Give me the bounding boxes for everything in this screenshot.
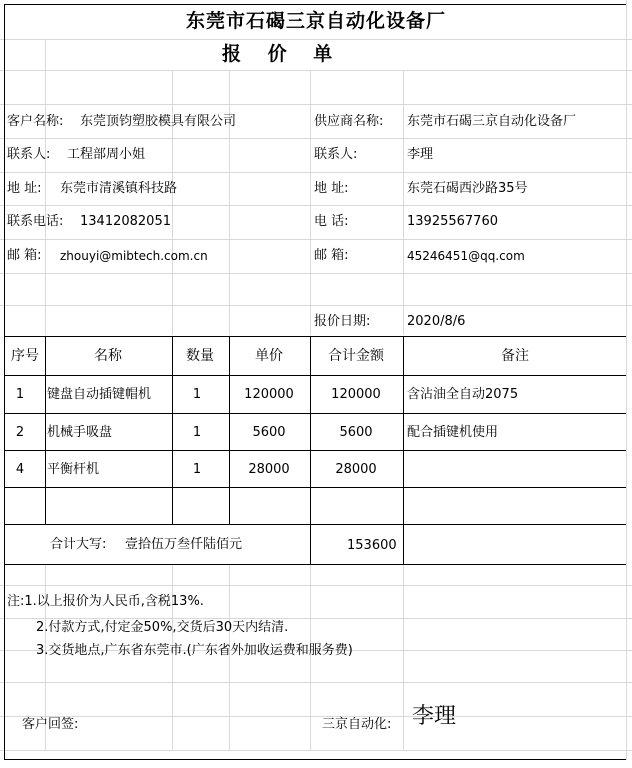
col-header-unit-price: 单价	[255, 348, 283, 364]
customer-name-label: 客户名称:	[7, 114, 64, 129]
grid-line	[172, 70, 173, 335]
quote-date-value: 2020/8/6	[407, 314, 466, 329]
table-border	[229, 336, 230, 525]
table-cell-unit-price: 120000	[244, 387, 294, 402]
grid-line	[626, 0, 627, 760]
grid-line	[0, 138, 632, 139]
grid-line	[310, 70, 311, 335]
table-cell-index: 1	[15, 387, 25, 402]
table-border	[4, 450, 626, 451]
grid-line	[0, 585, 632, 586]
customer-contact-value: 工程部周小姐	[67, 147, 146, 162]
table-cell-amount: 28000	[335, 462, 377, 477]
border-line	[4, 759, 626, 760]
customer-address-value: 东莞市清溪镇科技路	[60, 181, 178, 196]
grid-line	[403, 565, 404, 750]
table-border	[4, 524, 626, 525]
table-border	[310, 336, 311, 565]
quote-date-label: 报价日期:	[314, 314, 371, 329]
table-cell-amount: 120000	[331, 387, 381, 402]
customer-address-label: 地 址:	[7, 181, 42, 196]
table-cell-name: 机械手吸盘	[47, 425, 113, 440]
grid-line	[0, 305, 632, 306]
grid-line	[0, 104, 632, 105]
total-words: 壹拾伍万叁仟陆佰元	[125, 537, 243, 552]
table-border	[403, 336, 404, 565]
supplier-contact-label: 联系人:	[314, 147, 358, 162]
supplier-phone-label: 电 话:	[314, 214, 349, 229]
customer-contact-label: 联系人:	[7, 147, 51, 162]
grid-line	[0, 273, 632, 274]
col-header-name: 名称	[94, 348, 122, 364]
table-cell-amount: 5600	[339, 425, 373, 440]
customer-phone-label: 联系电话:	[7, 214, 64, 229]
grid-line	[0, 70, 632, 71]
grid-line	[229, 70, 230, 335]
col-header-quantity: 数量	[186, 348, 214, 364]
document-subtitle: 报 价 单	[222, 43, 343, 65]
col-header-amount: 合计金额	[328, 348, 384, 364]
supplier-phone-value: 13925567760	[407, 214, 498, 229]
grid-line	[0, 172, 632, 173]
grid-line	[0, 239, 632, 240]
table-border	[4, 413, 626, 414]
table-cell-index: 4	[15, 462, 25, 477]
supplier-email-label: 邮 箱:	[314, 248, 349, 263]
table-cell-name: 键盘自动插键帽机	[47, 387, 152, 402]
table-border	[172, 336, 173, 525]
border-line	[4, 4, 626, 5]
table-cell-quantity: 1	[192, 425, 202, 440]
customer-phone-value: 13412082051	[80, 214, 171, 229]
grid-line	[0, 716, 632, 717]
handwritten-signature: 李理	[412, 704, 457, 729]
table-cell-unit-price: 28000	[248, 462, 290, 477]
supplier-name-value: 东莞市石碣三京自动化设备厂	[407, 114, 577, 129]
grid-line	[0, 205, 632, 206]
customer-sign-label: 客户回签:	[22, 717, 79, 732]
grid-line	[0, 39, 632, 40]
table-border	[4, 375, 626, 376]
company-title: 东莞市石碣三京自动化设备厂	[185, 10, 447, 32]
supplier-sign-label: 三京自动化:	[322, 717, 392, 732]
note-line-2: 2.付款方式,付定金50%,交货后30天内结清.	[36, 620, 289, 635]
col-header-remarks: 备注	[501, 348, 529, 364]
grid-line	[0, 682, 632, 683]
customer-email-value: zhouyi@mibtech.com.cn	[60, 249, 208, 263]
supplier-address-value: 东莞石碣西沙路35号	[407, 181, 528, 196]
customer-email-label: 邮 箱:	[7, 248, 42, 263]
total-amount: 153600	[347, 538, 397, 553]
supplier-name-label: 供应商名称:	[314, 114, 384, 129]
grid-line	[45, 39, 46, 335]
grid-line	[0, 618, 632, 619]
table-cell-name: 平衡杆机	[47, 462, 100, 477]
note-line-1: 注:1.以上报价为人民币,含税13%.	[7, 594, 204, 609]
table-border	[4, 487, 626, 488]
grid-line	[403, 70, 404, 335]
border-line	[4, 4, 5, 760]
total-label: 合计大写:	[50, 537, 107, 552]
table-cell-quantity: 1	[192, 462, 202, 477]
table-cell-index: 2	[15, 425, 25, 440]
supplier-email-value: 45246451@qq.com	[407, 249, 525, 263]
supplier-contact-value: 李理	[407, 147, 434, 162]
note-line-3: 3.交货地点,广东省东莞市.(广东省外加收运费和服务费)	[36, 643, 353, 658]
table-cell-remarks: 配合插键机使用	[407, 425, 499, 440]
table-cell-quantity: 1	[192, 387, 202, 402]
supplier-address-label: 地 址:	[314, 181, 349, 196]
table-cell-remarks: 含沾油全自动2075	[407, 387, 519, 402]
table-cell-unit-price: 5600	[252, 425, 286, 440]
customer-name-value: 东莞顶钧塑胶模具有限公司	[80, 114, 237, 129]
table-border	[4, 336, 626, 337]
col-header-index: 序号	[11, 348, 39, 364]
table-border	[45, 336, 46, 525]
grid-line	[0, 750, 632, 751]
table-border	[4, 564, 626, 565]
